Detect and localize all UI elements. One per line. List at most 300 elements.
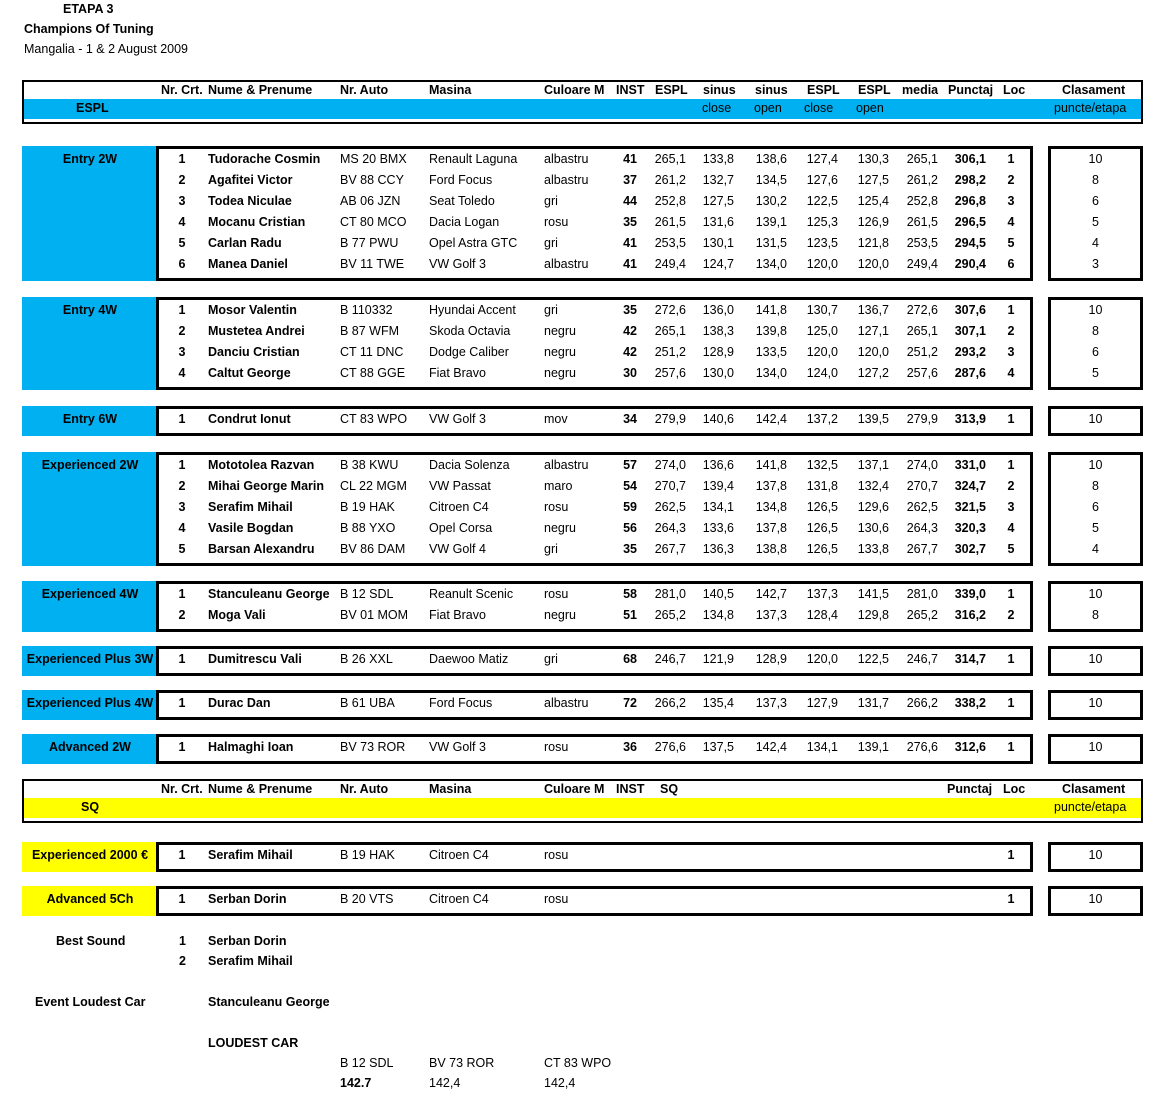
cell-color: gri	[544, 652, 558, 666]
cell-car: Dodge Caliber	[429, 345, 509, 359]
cell-e1: 124,0	[806, 366, 838, 380]
cell-e2: 133,8	[857, 542, 889, 556]
cell-punctaj: 287,6	[954, 366, 986, 380]
cell-s1: 127,5	[702, 194, 734, 208]
table-row	[0, 412, 1171, 430]
cell-punctaj: 314,7	[954, 652, 986, 666]
cell-media: 265,1	[906, 324, 938, 338]
cell-punctaj: 338,2	[954, 696, 986, 710]
cell-e2: 130,6	[857, 521, 889, 535]
table-row	[0, 303, 1171, 321]
cell-clasament: 5	[1092, 521, 1099, 535]
cell-clasament: 8	[1092, 324, 1099, 338]
cell-loc: 2	[1007, 173, 1015, 187]
cell-media: 246,7	[906, 652, 938, 666]
cell-s2: 138,8	[755, 542, 787, 556]
cell-nr: 3	[178, 500, 186, 514]
category-name: Entry 6W	[62, 412, 118, 426]
cell-loc: 5	[1007, 542, 1015, 556]
cell-s1: 137,5	[702, 740, 734, 754]
cell-s2: 131,5	[755, 236, 787, 250]
cell-loc: 1	[1007, 412, 1015, 426]
cell-espl: 251,2	[654, 345, 686, 359]
cell-auto: CT 11 DNC	[340, 345, 404, 359]
cell-car: Opel Astra GTC	[429, 236, 518, 250]
cell-nr: 1	[178, 458, 186, 472]
cell-nr: 1	[178, 848, 186, 862]
cell-inst: 44	[623, 194, 637, 208]
cell-loc: 1	[1007, 848, 1015, 862]
cell-clasament: 4	[1092, 236, 1099, 250]
cell-color: mov	[544, 412, 568, 426]
cell-nr: 5	[178, 236, 186, 250]
cell-s1: 134,1	[702, 500, 734, 514]
cell-car: Skoda Octavia	[429, 324, 511, 338]
cell-nr: 1	[178, 740, 186, 754]
best-sound-label: Best Sound	[56, 934, 126, 948]
loudest-car-auto: B 12 SDL	[340, 1056, 394, 1070]
cell-s1: 132,7	[702, 173, 734, 187]
cell-espl: 279,9	[654, 412, 686, 426]
cell-name: Todea Niculae	[208, 194, 292, 208]
cell-s1: 140,6	[702, 412, 734, 426]
cell-inst: 34	[623, 412, 637, 426]
cell-espl: 261,2	[654, 173, 686, 187]
cell-car: VW Golf 3	[429, 412, 486, 426]
cell-car: Dacia Logan	[429, 215, 500, 229]
cell-color: maro	[544, 479, 573, 493]
cell-s2: 137,3	[755, 608, 787, 622]
cell-name: Caltut George	[208, 366, 291, 380]
cell-auto: BV 88 CCY	[340, 173, 404, 187]
cell-color: rosu	[544, 587, 569, 601]
cell-e1: 137,2	[806, 412, 838, 426]
cell-e2: 136,7	[857, 303, 889, 317]
cell-nr: 1	[178, 696, 186, 710]
cell-name: Serban Dorin	[208, 892, 287, 906]
cell-clasament: 10	[1088, 587, 1103, 601]
cell-car: Opel Corsa	[429, 521, 493, 535]
cell-inst: 59	[623, 500, 637, 514]
cell-e1: 127,9	[806, 696, 838, 710]
espl-col-header: ESPL	[807, 83, 840, 97]
cell-car: Daewoo Matiz	[429, 652, 509, 666]
cell-color: rosu	[544, 215, 569, 229]
cell-e1: 120,0	[806, 652, 838, 666]
cell-e1: 120,0	[806, 345, 838, 359]
espl-sub-header: close	[804, 101, 834, 115]
espl-col-header: media	[902, 83, 939, 97]
cell-s1: 138,3	[702, 324, 734, 338]
espl-col-header: Clasament	[1062, 83, 1126, 97]
cell-car: Ford Focus	[429, 696, 493, 710]
cell-punctaj: 293,2	[954, 345, 986, 359]
cell-e1: 120,0	[806, 257, 838, 271]
cell-media: 266,2	[906, 696, 938, 710]
cell-e2: 132,4	[857, 479, 889, 493]
best-sound-name: Serafim Mihail	[208, 954, 293, 968]
sq-col-header: INST	[616, 782, 645, 796]
cell-name: Dumitrescu Vali	[208, 652, 302, 666]
cell-name: Moga Vali	[208, 608, 266, 622]
cell-espl: 281,0	[654, 587, 686, 601]
cell-e2: 131,7	[857, 696, 889, 710]
cell-s2: 133,5	[755, 345, 787, 359]
cell-media: 262,5	[906, 500, 938, 514]
cell-s1: 131,6	[702, 215, 734, 229]
cell-e1: 126,5	[806, 500, 838, 514]
cell-espl: 252,8	[654, 194, 686, 208]
best-sound-rank: 2	[179, 954, 186, 968]
cell-e2: 122,5	[857, 652, 889, 666]
cell-color: albastru	[544, 152, 589, 166]
cell-s2: 134,0	[755, 257, 787, 271]
cell-clasament: 8	[1092, 479, 1099, 493]
cell-auto: CT 83 WPO	[340, 412, 408, 426]
cell-name: Manea Daniel	[208, 257, 288, 271]
cell-inst: 42	[623, 324, 637, 338]
cell-car: VW Golf 3	[429, 740, 486, 754]
espl-col-header: Nume & Prenume	[208, 83, 313, 97]
cell-car: Citroen C4	[429, 848, 489, 862]
cell-s1: 136,3	[702, 542, 734, 556]
cell-media: 281,0	[906, 587, 938, 601]
cell-e2: 120,0	[857, 345, 889, 359]
cell-loc: 1	[1007, 303, 1015, 317]
cell-espl: 267,7	[654, 542, 686, 556]
cell-inst: 68	[623, 652, 637, 666]
cell-auto: BV 86 DAM	[340, 542, 406, 556]
cell-auto: B 19 HAK	[340, 848, 395, 862]
cell-nr: 2	[178, 479, 186, 493]
cell-clasament: 10	[1088, 740, 1103, 754]
cell-inst: 35	[623, 303, 637, 317]
cell-espl: 253,5	[654, 236, 686, 250]
cell-nr: 1	[178, 412, 186, 426]
best-sound-rank: 1	[179, 934, 186, 948]
table-row	[0, 479, 1171, 497]
cell-e2: 129,8	[857, 608, 889, 622]
cell-media: 270,7	[906, 479, 938, 493]
cell-clasament: 3	[1092, 257, 1099, 271]
cell-inst: 37	[623, 173, 637, 187]
espl-col-header: sinus	[703, 83, 736, 97]
cell-nr: 1	[178, 152, 186, 166]
cell-auto: B 77 PWU	[340, 236, 399, 250]
cell-nr: 1	[178, 587, 186, 601]
espl-col-header: Punctaj	[948, 83, 994, 97]
cell-punctaj: 294,5	[954, 236, 986, 250]
loudest-car-auto: BV 73 ROR	[429, 1056, 495, 1070]
cell-punctaj: 324,7	[954, 479, 986, 493]
cell-clasament: 6	[1092, 500, 1099, 514]
cell-clasament: 8	[1092, 608, 1099, 622]
cell-loc: 1	[1007, 740, 1015, 754]
espl-col-header: ESPL	[655, 83, 688, 97]
cell-nr: 4	[178, 215, 186, 229]
cell-media: 265,1	[906, 152, 938, 166]
cell-inst: 36	[623, 740, 637, 754]
cell-s1: 133,6	[702, 521, 734, 535]
sq-clasament-sub: puncte/etapa	[1054, 800, 1127, 814]
cell-e1: 131,8	[806, 479, 838, 493]
cell-punctaj: 339,0	[954, 587, 986, 601]
cell-nr: 4	[178, 521, 186, 535]
cell-name: Danciu Cristian	[208, 345, 300, 359]
cell-nr: 5	[178, 542, 186, 556]
espl-sub-header: open	[754, 101, 782, 115]
cell-clasament: 10	[1088, 458, 1103, 472]
cell-color: albastru	[544, 458, 589, 472]
cell-s2: 137,8	[755, 479, 787, 493]
event-location: Mangalia - 1 & 2 August 2009	[24, 42, 189, 56]
cell-espl: 265,2	[654, 608, 686, 622]
table-row	[0, 608, 1171, 626]
sq-col-header: Masina	[429, 782, 472, 796]
sq-label: SQ	[81, 800, 100, 814]
cell-s2: 141,8	[755, 458, 787, 472]
cell-e2: 125,4	[857, 194, 889, 208]
loudest-car-auto: CT 83 WPO	[544, 1056, 612, 1070]
cell-clasament: 10	[1088, 412, 1103, 426]
cell-s2: 141,8	[755, 303, 787, 317]
cell-loc: 3	[1007, 345, 1015, 359]
table-row	[0, 892, 1171, 910]
cell-name: Mihai George Marin	[208, 479, 324, 493]
cell-name: Vasile Bogdan	[208, 521, 294, 535]
cell-e2: 127,2	[857, 366, 889, 380]
cell-e2: 139,1	[857, 740, 889, 754]
cell-inst: 41	[623, 257, 637, 271]
cell-e2: 126,9	[857, 215, 889, 229]
cell-s1: 133,8	[702, 152, 734, 166]
cell-s1: 130,0	[702, 366, 734, 380]
cell-media: 274,0	[906, 458, 938, 472]
cell-inst: 56	[623, 521, 637, 535]
table-row	[0, 194, 1171, 212]
espl-col-header: Nr. Auto	[340, 83, 389, 97]
cell-media: 261,5	[906, 215, 938, 229]
best-sound-name: Serban Dorin	[208, 934, 287, 948]
cell-auto: B 88 YXO	[340, 521, 396, 535]
cell-e1: 127,4	[806, 152, 838, 166]
table-row	[0, 345, 1171, 363]
cell-inst: 41	[623, 152, 637, 166]
cell-nr: 2	[178, 173, 186, 187]
sq-col-header: Clasament	[1062, 782, 1126, 796]
cell-color: negru	[544, 324, 576, 338]
cell-name: Mosor Valentin	[208, 303, 297, 317]
cell-espl: 265,1	[654, 324, 686, 338]
cell-auto: B 87 WFM	[340, 324, 400, 338]
cell-punctaj: 313,9	[954, 412, 986, 426]
cell-name: Mototolea Razvan	[208, 458, 315, 472]
cell-auto: B 26 XXL	[340, 652, 393, 666]
cell-media: 276,6	[906, 740, 938, 754]
cell-espl: 246,7	[654, 652, 686, 666]
cell-e1: 128,4	[806, 608, 838, 622]
cell-inst: 41	[623, 236, 637, 250]
cell-s1: 121,9	[702, 652, 734, 666]
table-row	[0, 521, 1171, 539]
cell-loc: 5	[1007, 236, 1015, 250]
cell-espl: 257,6	[654, 366, 686, 380]
cell-color: rosu	[544, 892, 569, 906]
cell-s2: 142,7	[755, 587, 787, 601]
cell-car: Hyundai Accent	[429, 303, 516, 317]
cell-punctaj: 306,1	[954, 152, 986, 166]
cell-nr: 6	[178, 257, 186, 271]
etapa-title: ETAPA 3	[63, 2, 114, 16]
cell-e1: 123,5	[806, 236, 838, 250]
cell-e1: 130,7	[806, 303, 838, 317]
cell-loc: 1	[1007, 652, 1015, 666]
sq-col-header: Nr. Crt.	[161, 782, 203, 796]
table-row	[0, 500, 1171, 518]
category-name: Entry 4W	[62, 303, 118, 317]
cell-media: 249,4	[906, 257, 938, 271]
cell-name: Durac Dan	[208, 696, 271, 710]
cell-s2: 142,4	[755, 412, 787, 426]
cell-color: gri	[544, 194, 558, 208]
cell-car: VW Passat	[429, 479, 491, 493]
cell-name: Serafim Mihail	[208, 848, 293, 862]
cell-nr: 2	[178, 608, 186, 622]
cell-nr: 1	[178, 303, 186, 317]
cell-e2: 137,1	[857, 458, 889, 472]
cell-espl: 270,7	[654, 479, 686, 493]
cell-espl: 249,4	[654, 257, 686, 271]
cell-e1: 132,5	[806, 458, 838, 472]
cell-s2: 128,9	[755, 652, 787, 666]
cell-loc: 6	[1007, 257, 1015, 271]
cell-e2: 127,5	[857, 173, 889, 187]
cell-inst: 51	[623, 608, 637, 622]
category-name: Advanced 2W	[49, 740, 131, 754]
cell-espl: 262,5	[654, 500, 686, 514]
cell-inst: 35	[623, 215, 637, 229]
cell-clasament: 10	[1088, 892, 1103, 906]
cell-loc: 1	[1007, 892, 1015, 906]
cell-clasament: 4	[1092, 542, 1099, 556]
cell-color: rosu	[544, 500, 569, 514]
cell-punctaj: 331,0	[954, 458, 986, 472]
cell-media: 267,7	[906, 542, 938, 556]
cell-e2: 121,8	[857, 236, 889, 250]
cell-punctaj: 290,4	[954, 257, 986, 271]
cell-color: rosu	[544, 848, 569, 862]
table-row	[0, 740, 1171, 758]
cell-car: Fiat Bravo	[429, 366, 486, 380]
cell-clasament: 10	[1088, 652, 1103, 666]
cell-media: 251,2	[906, 345, 938, 359]
category-name: Experienced 2000 €	[31, 848, 149, 862]
loudest-car-value: 142,4	[544, 1076, 576, 1090]
loudest-car-value: 142,4	[429, 1076, 461, 1090]
cell-loc: 3	[1007, 194, 1015, 208]
cell-loc: 2	[1007, 324, 1015, 338]
category-name: Entry 2W	[62, 152, 118, 166]
cell-color: gri	[544, 303, 558, 317]
cell-punctaj: 296,5	[954, 215, 986, 229]
cell-nr: 3	[178, 345, 186, 359]
table-row	[0, 848, 1171, 866]
cell-color: negru	[544, 521, 576, 535]
cell-auto: BV 01 MOM	[340, 608, 409, 622]
cell-s2: 142,4	[755, 740, 787, 754]
cell-clasament: 6	[1092, 194, 1099, 208]
cell-s1: 124,7	[702, 257, 734, 271]
cell-e1: 137,3	[806, 587, 838, 601]
cell-color: gri	[544, 236, 558, 250]
cell-e1: 125,3	[806, 215, 838, 229]
cell-media: 261,2	[906, 173, 938, 187]
sq-header-band	[24, 798, 1141, 818]
cell-clasament: 10	[1088, 848, 1103, 862]
cell-car: Citroen C4	[429, 500, 489, 514]
cell-e2: 141,5	[857, 587, 889, 601]
table-row	[0, 458, 1171, 476]
cell-inst: 42	[623, 345, 637, 359]
cell-espl: 274,0	[654, 458, 686, 472]
cell-espl: 264,3	[654, 521, 686, 535]
cell-media: 265,2	[906, 608, 938, 622]
cell-car: Fiat Bravo	[429, 608, 486, 622]
table-row	[0, 542, 1171, 560]
cell-name: Mustetea Andrei	[208, 324, 305, 338]
event-loudest-name: Stanculeanu George	[208, 995, 330, 1009]
cell-auto: BV 73 ROR	[340, 740, 406, 754]
cell-loc: 4	[1007, 215, 1015, 229]
cell-espl: 261,5	[654, 215, 686, 229]
cell-media: 279,9	[906, 412, 938, 426]
cell-s2: 139,8	[755, 324, 787, 338]
cell-auto: CL 22 MGM	[340, 479, 407, 493]
cell-name: Serafim Mihail	[208, 500, 293, 514]
cell-color: albastru	[544, 173, 589, 187]
sq-col-header: Culoare M	[544, 782, 605, 796]
cell-loc: 1	[1007, 152, 1015, 166]
cell-auto: AB 06 JZN	[340, 194, 401, 208]
cell-auto: CT 88 GGE	[340, 366, 406, 380]
espl-col-header: Masina	[429, 83, 472, 97]
cell-e2: 139,5	[857, 412, 889, 426]
cell-loc: 2	[1007, 608, 1015, 622]
cell-auto: B 20 VTS	[340, 892, 394, 906]
cell-media: 253,5	[906, 236, 938, 250]
category-name: Advanced 5Ch	[46, 892, 134, 906]
cell-espl: 265,1	[654, 152, 686, 166]
cell-inst: 35	[623, 542, 637, 556]
cell-e1: 126,5	[806, 521, 838, 535]
cell-inst: 30	[623, 366, 637, 380]
cell-espl: 266,2	[654, 696, 686, 710]
cell-name: Barsan Alexandru	[208, 542, 315, 556]
cell-punctaj: 312,6	[954, 740, 986, 754]
cell-espl: 276,6	[654, 740, 686, 754]
cell-punctaj: 298,2	[954, 173, 986, 187]
cell-auto: B 110332	[340, 303, 393, 317]
espl-col-header: ESPL	[858, 83, 891, 97]
cell-e2: 127,1	[857, 324, 889, 338]
table-row	[0, 366, 1171, 384]
cell-punctaj: 316,2	[954, 608, 986, 622]
cell-s1: 139,4	[702, 479, 734, 493]
espl-col-header: sinus	[755, 83, 788, 97]
cell-s2: 137,3	[755, 696, 787, 710]
cell-s2: 134,8	[755, 500, 787, 514]
cell-inst: 58	[623, 587, 637, 601]
